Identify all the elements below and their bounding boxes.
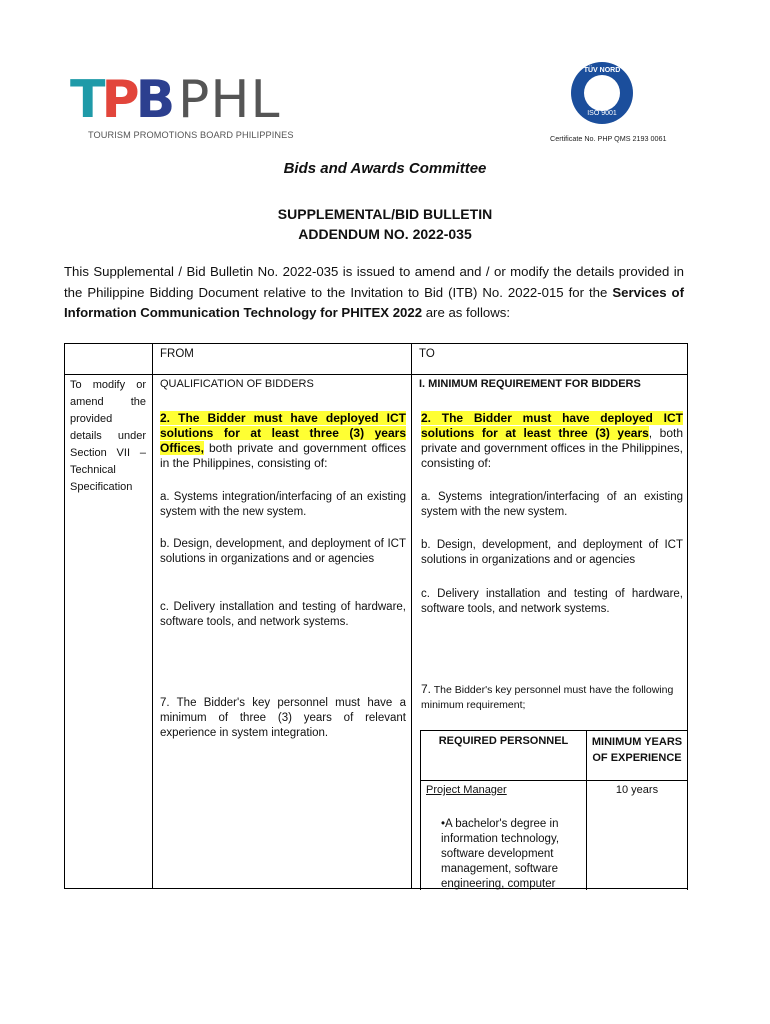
to-heading: I. MINIMUM REQUIREMENT FOR BIDDERS bbox=[419, 378, 641, 390]
from-item-b: b. Design, development, and deployment of ICT solutions in organizations and or agencies bbox=[160, 538, 406, 565]
bulletin-title-line1: SUPPLEMENTAL/BID BULLETIN bbox=[277, 206, 493, 222]
seal-iso: ISO 9001 bbox=[587, 110, 617, 117]
logo-tpb: TPB bbox=[70, 70, 172, 130]
personnel-table bbox=[420, 730, 688, 890]
logo-phl: PHL bbox=[178, 70, 281, 130]
bulletin-title-line2: ADDENDUM NO. 2022-035 bbox=[298, 226, 472, 242]
to-item-c: c. Delivery installation and testing of hardware, software tools, and network systems. bbox=[421, 588, 683, 615]
tuv-iso-seal-icon bbox=[571, 62, 633, 124]
tpb-phl-logo bbox=[70, 70, 330, 145]
personnel-role: Project Manager bbox=[426, 784, 507, 796]
logo-subtitle: TOURISM PROMOTIONS BOARD PHILIPPINES bbox=[88, 130, 294, 140]
from-item-2: 2. The Bidder must have deployed ICT solutions for at least three (3) years Offices, both private and government offices in the Philippines, consisting of: bbox=[160, 411, 406, 470]
column-header-from: FROM bbox=[160, 348, 194, 360]
logo-wordmark bbox=[70, 70, 281, 130]
to-item-2: 2. The Bidder must have deployed ICT solutions for at least three (3) years, both private and government offices in the Philippines, consisting of: bbox=[421, 411, 683, 470]
bulletin-title bbox=[0, 204, 770, 244]
from-item-a: a. Systems integration/interfacing of an existing system with the new system. bbox=[160, 491, 406, 518]
intro-paragraph: This Supplemental / Bid Bulletin No. 2022-035 is issued to amend and / or modify the details provided in the Philippine Bidding Document relative to the Invitation to Bid (ITB) No. 2022-015 for the Services of Information Communication Technology for PHITEX 2022 are as follows: bbox=[64, 264, 685, 320]
personnel-col-years: MINIMUM YEARS OF EXPERIENCE bbox=[591, 736, 683, 764]
personnel-years: 10 years bbox=[615, 784, 659, 796]
from-item-c: c. Delivery installation and testing of hardware, software tools, and network systems. bbox=[160, 601, 406, 628]
certificate-number: Certificate No. PHP QMS 2193 0061 bbox=[550, 134, 667, 143]
row-label: To modify or amend the provided details under Section VII – Technical Specification bbox=[70, 379, 146, 493]
to-item-a: a. Systems integration/interfacing of an existing system with the new system. bbox=[421, 491, 683, 518]
to-item-7: 7. The Bidder's key personnel must have the following minimum requirement; bbox=[421, 682, 674, 711]
from-item-7: 7. The Bidder's key personnel must have a minimum of three (3) years of relevant experience in system integration. bbox=[160, 697, 406, 739]
personnel-col-required: REQUIRED PERSONNEL bbox=[438, 735, 569, 747]
committee-title: Bids and Awards Committee bbox=[283, 160, 487, 177]
from-heading: QUALIFICATION OF BIDDERS bbox=[160, 378, 314, 390]
to-item-b: b. Design, development, and deployment of ICT solutions in organizations and or agencies bbox=[421, 539, 683, 566]
personnel-qualification: •A bachelor's degree in information technology, software development management, software engineering, computer bbox=[441, 818, 560, 890]
column-header-to: TO bbox=[419, 348, 435, 360]
seal-brand: TÜV NORD bbox=[583, 67, 621, 74]
